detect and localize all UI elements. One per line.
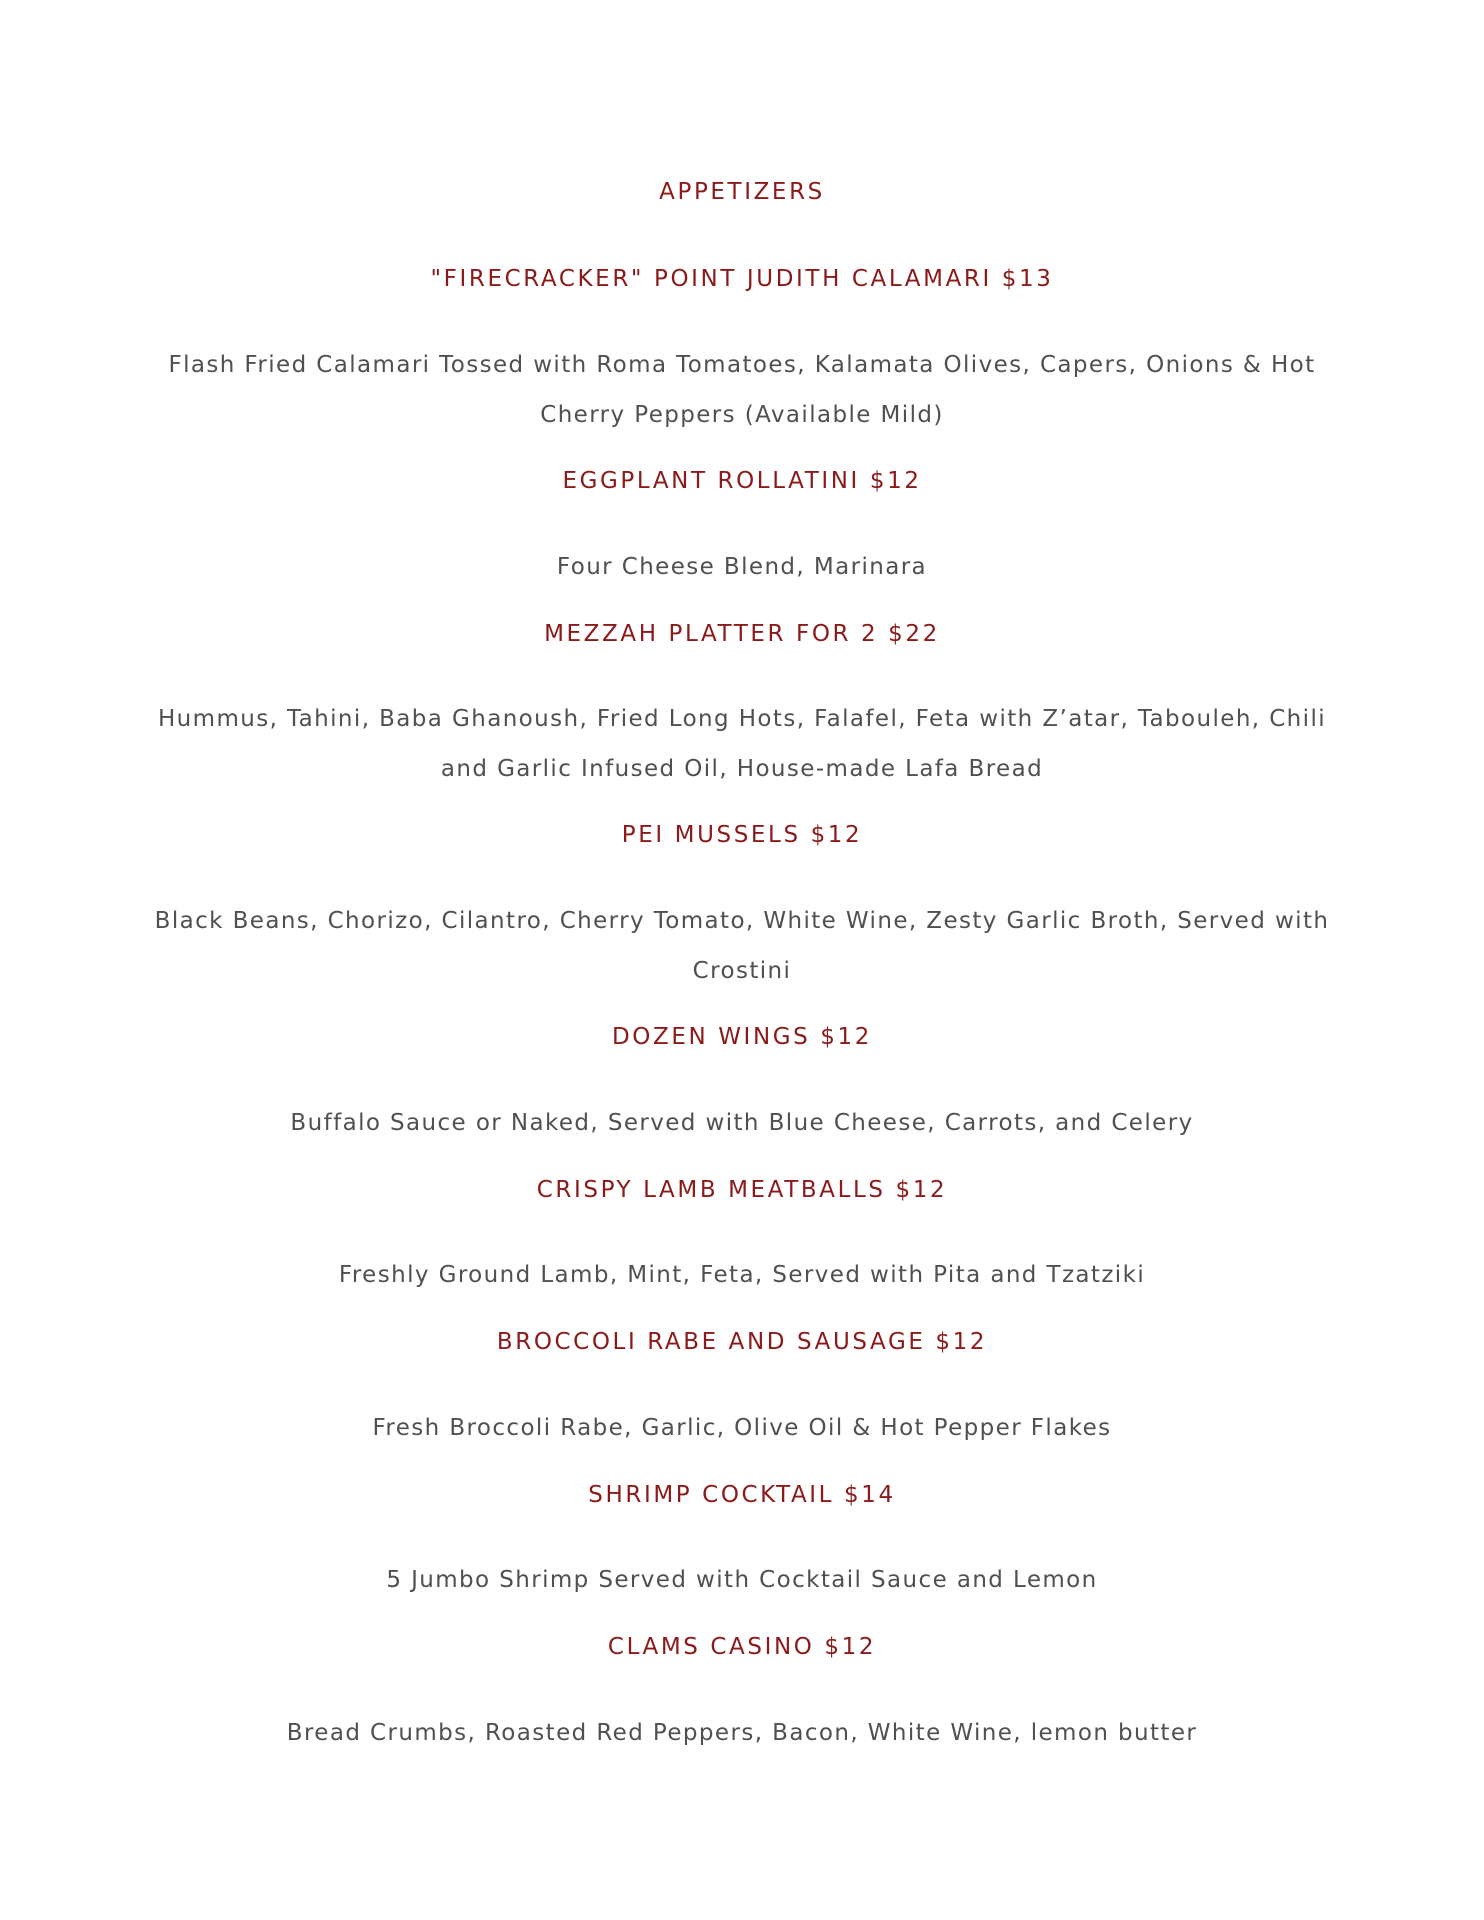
menu-item-description: Hummus, Tahini, Baba Ghanoush, Fried Long Hots, Falafel, Feta with Z’atar, Tabouleh, Chili — [157, 706, 1327, 732]
section-title: APPETIZERS — [659, 179, 825, 205]
menu-item-name: CRISPY LAMB MEATBALLS $12 — [536, 1177, 948, 1203]
menu-item-description: 5 Jumbo Shrimp Served with Cocktail Sauce and Lemon — [386, 1567, 1098, 1593]
menu-item-name: BROCCOLI RABE AND SAUSAGE $12 — [496, 1329, 988, 1355]
menu-item-name: EGGPLANT ROLLATINI $12 — [562, 468, 922, 494]
menu-item-name: SHRIMP COCKTAIL $14 — [588, 1482, 896, 1508]
menu-item-name: "FIRECRACKER" POINT JUDITH CALAMARI $13 — [430, 266, 1054, 292]
menu-item-description: Four Cheese Blend, Marinara — [556, 554, 928, 580]
menu-item-description: Flash Fried Calamari Tossed with Roma Tomatoes, Kalamata Olives, Capers, Onions & Hot — [168, 352, 1316, 378]
menu-item-description: Fresh Broccoli Rabe, Garlic, Olive Oil & Hot Pepper Flakes — [372, 1415, 1112, 1441]
menu-item-description: Crostini — [692, 958, 792, 984]
menu-item-description: Buffalo Sauce or Naked, Served with Blue Cheese, Carrots, and Celery — [290, 1110, 1194, 1136]
menu-item-name: CLAMS CASINO $12 — [607, 1634, 877, 1660]
menu-item-description: Cherry Peppers (Available Mild) — [540, 402, 944, 428]
menu-item-name: PEI MUSSELS $12 — [621, 822, 863, 848]
menu-item-name: MEZZAH PLATTER FOR 2 $22 — [544, 621, 940, 647]
menu-item-name: DOZEN WINGS $12 — [612, 1024, 872, 1050]
menu-item-description: Freshly Ground Lamb, Mint, Feta, Served with Pita and Tzatziki — [338, 1262, 1146, 1288]
menu-item-description: Black Beans, Chorizo, Cilantro, Cherry Tomato, White Wine, Zesty Garlic Broth, Served with — [154, 908, 1330, 934]
menu-item-description: and Garlic Infused Oil, House-made Lafa Bread — [440, 756, 1044, 782]
menu-item-description: Bread Crumbs, Roasted Red Peppers, Bacon, White Wine, lemon butter — [286, 1720, 1198, 1746]
